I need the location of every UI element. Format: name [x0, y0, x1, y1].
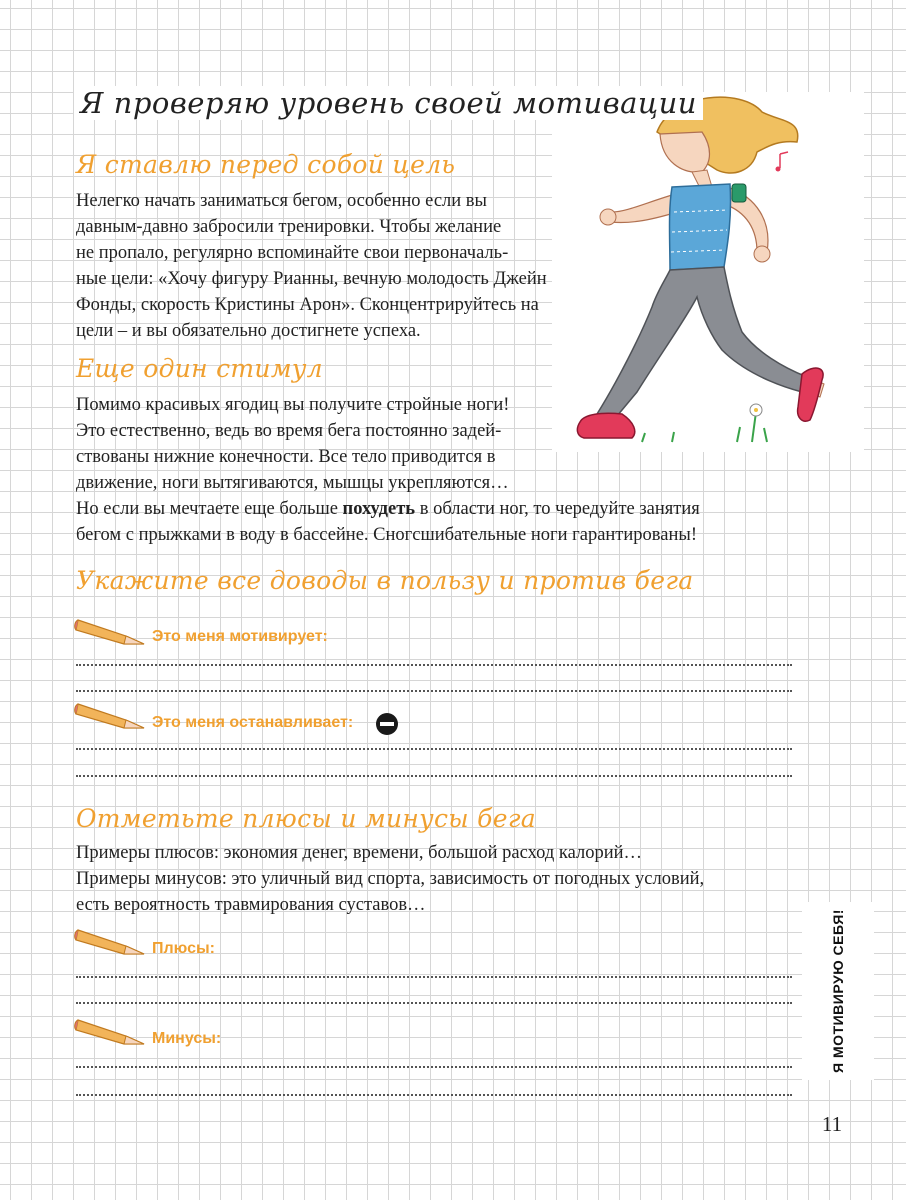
page-number: 11	[821, 1112, 843, 1136]
page-title: Я проверяю уровень своей мотивации	[74, 86, 703, 120]
stimulus-bold-word: похудеть	[342, 499, 416, 519]
chapter-side-text: Я МОТИВИРУЮ СЕБЯ!	[830, 909, 846, 1073]
goal-text	[76, 188, 547, 344]
music-note-dot	[776, 167, 781, 172]
answer-line[interactable]	[76, 1002, 792, 1004]
motivates-label: Это меня мотивирует:	[152, 628, 328, 645]
tank-top-shape	[670, 184, 731, 270]
pencil-icon	[74, 698, 146, 732]
stimulus-text-pre: Но если вы мечтаете еще больше	[76, 499, 343, 519]
chapter-side-label	[802, 902, 874, 1080]
pencil-icon	[74, 1014, 146, 1048]
flower-center	[754, 408, 758, 412]
proscons-line: есть вероятность травмирования суставов…	[76, 895, 426, 915]
proscons-heading: Отметьте плюсы и минусы бега	[76, 804, 536, 833]
stimulus-text	[76, 392, 700, 548]
pencil-icon	[74, 614, 146, 648]
proscons-text	[76, 840, 704, 918]
goal-line: Фонды, скорость Кристины Арон». Сконцентрируйтесь на	[76, 295, 539, 315]
armband-shape	[732, 184, 746, 202]
answer-line[interactable]	[76, 748, 792, 750]
goal-line: цели – и вы обязательно достигнете успеха.	[76, 321, 421, 341]
goal-line: ные цели: «Хочу фигуру Рианны, вечную молодость Джейн	[76, 269, 547, 289]
cons-label: Минусы:	[152, 1030, 222, 1047]
proscons-line: Примеры минусов: это уличный вид спорта, зависимость от погодных условий,	[76, 869, 705, 889]
goal-heading: Я ставлю перед собой цель	[76, 150, 456, 179]
goal-line: давным-давно забросили тренировки. Чтобы желание	[76, 217, 502, 237]
stops-label: Это меня останавливает:	[152, 714, 354, 731]
answer-line[interactable]	[76, 1066, 792, 1068]
stimulus-heading: Еще один стимул	[76, 354, 323, 383]
goal-line: Нелегко начать заниматься бегом, особенно если вы	[76, 191, 487, 211]
pros-label: Плюсы:	[152, 940, 216, 957]
stimulus-text-post: в области ног, то чередуйте занятия	[415, 499, 700, 519]
proscons-line: Примеры плюсов: экономия денег, времени, большой расход калорий…	[76, 843, 643, 863]
stimulus-line: бегом с прыжками в воду в бассейне. Сногсшибательные ноги гарантированы!	[76, 525, 697, 545]
pencil-icon	[74, 924, 146, 958]
answer-line[interactable]	[76, 976, 792, 978]
minus-icon	[374, 711, 400, 737]
left-fist	[600, 209, 616, 225]
arguments-heading: Укажите все доводы в пользу и против бега	[76, 566, 694, 595]
stimulus-line: ствованы нижние конечности. Все тело приводится в	[76, 447, 496, 467]
answer-line[interactable]	[76, 690, 792, 692]
stimulus-line: Это естественно, ведь во время бега постоянно задей-	[76, 421, 502, 441]
answer-line[interactable]	[76, 1094, 792, 1096]
stimulus-line: Помимо красивых ягодиц вы получите стройные ноги!	[76, 395, 510, 415]
answer-line[interactable]	[76, 775, 792, 777]
right-fist	[754, 246, 770, 262]
stimulus-line: движение, ноги вытягиваются, мышцы укрепляются…	[76, 473, 509, 493]
stimulus-line	[76, 496, 700, 522]
answer-line[interactable]	[76, 664, 792, 666]
goal-line: не пропало, регулярно вспоминайте свои первоначаль-	[76, 243, 509, 263]
